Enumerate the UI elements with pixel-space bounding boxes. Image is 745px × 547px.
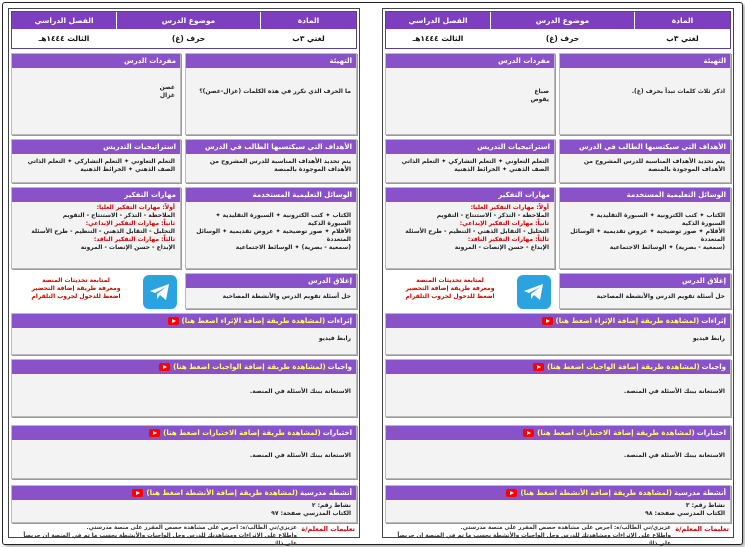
school-activity-box [11, 485, 357, 523]
tests-hint-link[interactable]: (لمشاهدة طريقة إضافة الاختبارات اضغط هنا) [537, 429, 695, 437]
activity-line: الكتاب المدرسي صفحة: ٩٨ [645, 510, 725, 518]
objectives-text: يتم تحديد الأهداف المناسبة للدرس المشروح من الأهداف الموجودة بالمنصة [583, 158, 725, 174]
intro-title: التهيئة [186, 54, 356, 68]
youtube-icon[interactable] [542, 317, 553, 325]
resources-line: الكتاب ✦ كتب الكترونية ✦ السبورة التقليدية ✦ السبورة الذكية [215, 212, 351, 228]
topic-column [490, 12, 634, 48]
skills-heading: ثالثاً: مهارات التفكير الناقد: [467, 236, 549, 244]
strategies-title: استراتيجيات التدريس [12, 140, 180, 154]
subject-value: لغتي ٣ب [635, 29, 730, 48]
skills-line: الإبداع - حسن الإنصات - المرونة [454, 244, 549, 252]
tests-text: الاستعانة ببنك الأسئلة في المنصة. [249, 452, 351, 459]
strategies-box [385, 139, 555, 183]
lesson-header [11, 11, 357, 49]
tests-box [385, 425, 731, 479]
activity-hint-link[interactable]: (لمشاهدة طريقة إضافة الأنشطة اضغط هنا) [520, 489, 672, 497]
closing-box [559, 273, 731, 309]
topic-value: حرف (غ) [491, 29, 634, 48]
intro-box [559, 53, 731, 135]
subject-label: المادة [261, 12, 356, 29]
youtube-icon[interactable] [159, 363, 170, 371]
intro-text: ما الحرف الذي تكرر في هذه الكلمات (غزال-غصن)؟ [199, 88, 351, 95]
homework-title: واجبات [701, 363, 726, 371]
topic-value: حرف (غ) [117, 29, 260, 48]
skills-line: الملاحظة - التذكر - الاستنتاج - التقويم [62, 212, 175, 220]
vocab-word: غصن [159, 84, 175, 91]
homework-box [11, 359, 357, 417]
objectives-title: الأهداف التي سيكتسبها الطالب في الدرس [186, 140, 356, 154]
telegram-group-link[interactable] [387, 275, 555, 309]
enrichment-box [385, 313, 731, 355]
intro-title: التهيئة [560, 54, 730, 68]
telegram-icon[interactable] [517, 275, 551, 309]
strategies-line: الصف الذهني ✦ الخرائط الذهنية [454, 166, 549, 174]
term-column [386, 12, 490, 48]
resources-line: الأقلام ✦ صور توضيحية ✦ عروض تقديمية ✦ الوسائل المتعددة [570, 228, 725, 244]
subject-column [634, 12, 730, 48]
strategies-title: استراتيجيات التدريس [386, 140, 554, 154]
teacher-notes-title: تعليمات المعلم/ة [675, 525, 729, 533]
teacher-notes-line: عزيزي/تي الطالب/ة: احرص على مشاهدة حصص المقرر على منصة مدرستي. [460, 525, 671, 531]
skills-heading: ثانياً: مهارات التفكير الإبداعي: [459, 220, 549, 228]
term-label: الفصل الدراسي [12, 12, 116, 29]
resources-title: الوسائل التعليمية المستخدمة [186, 188, 356, 202]
youtube-icon[interactable] [506, 489, 517, 497]
intro-text: اذكر ثلاث كلمات تبدأ بحرف (غ). [631, 88, 725, 95]
telegram-text: ومعرفة طريقة إضافة التحضير [405, 284, 495, 292]
youtube-icon[interactable] [149, 429, 160, 437]
homework-text: الاستعانة ببنك الأسئلة في المنصة. [249, 388, 351, 395]
resources-box [559, 187, 731, 269]
thinking-skills-box [385, 187, 555, 269]
tests-title: اختبارات [696, 429, 726, 437]
subject-column [260, 12, 356, 48]
telegram-text: لمتابعة تحديثات المنصة [42, 277, 110, 284]
enrichment-hint-link[interactable]: (لمشاهدة طريقة إضافة الإثراء اضغط هنا) [555, 317, 700, 325]
topic-label: موضوع الدرس [491, 12, 634, 29]
enrichment-text: رابط فيديو [692, 335, 725, 342]
youtube-icon[interactable] [168, 317, 179, 325]
lesson-plan-page-left [8, 8, 360, 547]
vocab-title: مفردات الدرس [386, 54, 554, 68]
skills-line: التحليل - التقابل الذهني - التنظيم - طرح الأسئلة [405, 228, 549, 236]
term-value: الثالث ١٤٤٤هـ [386, 29, 490, 48]
enrichment-title: إثراءات [701, 317, 726, 325]
teacher-notes-title: تعليمات المعلم/ة [301, 525, 355, 533]
closing-text: حل أسئلة تقويم الدرس والأنشطة المصاحبة [222, 293, 351, 300]
skills-heading: ثانياً: مهارات التفكير الإبداعي: [85, 220, 175, 228]
activity-title: أنشطة مدرسية [673, 489, 726, 497]
teacher-notes-line: واطلاع على الإثراءات ومشاهدتك للدرس وحل الواجبات والأنشطة بحسب ما تم في المنصة إن حريصاً على ذلك [23, 533, 297, 547]
lesson-plan-page-right [382, 8, 734, 547]
thinking-skills-title: مهارات التفكير [12, 188, 180, 202]
subject-value: لغتي ٣ب [261, 29, 356, 48]
resources-line: (سمعية - بصرية) ✦ الوسائط الاجتماعية [609, 244, 725, 252]
telegram-text: اضغط للدخول لجروب التلقرام [31, 292, 121, 300]
homework-text: الاستعانة ببنك الأسئلة في المنصة. [623, 388, 725, 395]
tests-box [11, 425, 357, 479]
skills-line: التحليل - التقابل الذهني - التنظيم - طرح الأسئلة [31, 228, 175, 236]
strategies-box [11, 139, 181, 183]
tests-text: الاستعانة ببنك الأسئلة في المنصة. [623, 452, 725, 459]
vocab-word: صباغ [534, 88, 549, 95]
thinking-skills-box [11, 187, 181, 269]
enrichment-hint-link[interactable]: (لمشاهدة طريقة إضافة الإثراء اضغط هنا) [181, 317, 326, 325]
homework-title: واجبات [327, 363, 352, 371]
strategies-line: التعلم التعاوني ✦ التعلم التشاركي ✦ التعلم الذاتي [27, 158, 175, 165]
homework-hint-link[interactable]: (لمشاهدة طريقة إضافة الواجبات اضغط هنا) [173, 363, 326, 371]
youtube-icon[interactable] [132, 489, 143, 497]
enrichment-title: إثراءات [327, 317, 352, 325]
school-activity-box [385, 485, 731, 523]
tests-title: اختبارات [322, 429, 352, 437]
resources-box [185, 187, 357, 269]
term-value: الثالث ١٤٤٤هـ [12, 29, 116, 48]
tests-hint-link[interactable]: (لمشاهدة طريقة إضافة الاختبارات اضغط هنا) [163, 429, 321, 437]
objectives-title: الأهداف التي سيكتسبها الطالب في الدرس [560, 140, 730, 154]
closing-text: حل أسئلة تقويم الدرس والأنشطة المصاحبة [596, 293, 725, 300]
strategies-line: التعلم التعاوني ✦ التعلم التشاركي ✦ التعلم الذاتي [401, 158, 549, 165]
skills-line: الإبداع - حسن الإنصات - المرونة [80, 244, 175, 252]
homework-box [385, 359, 731, 417]
activity-line: الكتاب المدرسي صفحة: ٩٧ [271, 510, 351, 518]
teacher-notes-line: عزيزي/تي الطالب/ة: احرص على مشاهدة حصص المقرر على منصة مدرستي. [86, 525, 297, 531]
resources-line: الكتاب ✦ كتب الكترونية ✦ السبورة التقليدية ✦ السبورة الذكية [589, 212, 725, 228]
enrichment-box [11, 313, 357, 355]
teacher-notes-line: واطلاع على الإثراءات ومشاهدتك للدرس وحل الواجبات والأنشطة بحسب ما تم في المنصة إن حريصاً على ذلك [397, 533, 671, 547]
thinking-skills-title: مهارات التفكير [386, 188, 554, 202]
vocab-box [385, 53, 555, 135]
activity-title: أنشطة مدرسية [299, 489, 352, 497]
youtube-icon[interactable] [533, 363, 544, 371]
vocab-word: غزال [159, 92, 175, 100]
telegram-text: لمتابعة تحديثات المنصة [416, 277, 484, 284]
closing-title: إغلاق الدرس [560, 274, 730, 288]
objectives-text: يتم تحديد الأهداف المناسبة للدرس المشروح من الأهداف الموجودة بالمنصة [209, 158, 351, 174]
skills-line: الملاحظة - التذكر - الاستنتاج - التقويم [436, 212, 549, 220]
skills-heading: أولاً: مهارات التفكير العليا: [96, 204, 175, 211]
telegram-text: ومعرفة طريقة إضافة التحضير [31, 284, 121, 292]
closing-box [185, 273, 357, 309]
resources-line: (سمعية - بصرية) ✦ الوسائط الاجتماعية [235, 244, 351, 252]
skills-heading: ثالثاً: مهارات التفكير الناقد: [93, 236, 175, 244]
subject-label: المادة [635, 12, 730, 29]
telegram-group-link[interactable] [13, 275, 181, 309]
telegram-icon[interactable] [143, 275, 177, 309]
term-column [12, 12, 116, 48]
closing-title: إغلاق الدرس [186, 274, 356, 288]
resources-title: الوسائل التعليمية المستخدمة [560, 188, 730, 202]
objectives-box [185, 139, 357, 183]
activity-line: نشاط رقم: ٢ [311, 502, 351, 509]
vocab-box [11, 53, 181, 135]
topic-column [116, 12, 260, 48]
activity-line: نشاط رقم: ٣ [685, 502, 725, 509]
vocab-title: مفردات الدرس [12, 54, 180, 68]
telegram-text: اضغط للدخول لجروب التلقرام [405, 292, 495, 300]
term-label: الفصل الدراسي [386, 12, 490, 29]
skills-heading: أولاً: مهارات التفكير العليا: [470, 204, 549, 211]
topic-label: موضوع الدرس [117, 12, 260, 29]
youtube-icon[interactable] [523, 429, 534, 437]
vocab-word: يقوص [530, 96, 549, 104]
objectives-box [559, 139, 731, 183]
intro-box [185, 53, 357, 135]
lesson-header [385, 11, 731, 49]
activity-hint-link[interactable]: (لمشاهدة طريقة إضافة الأنشطة اضغط هنا) [146, 489, 298, 497]
enrichment-text: رابط فيديو [318, 335, 351, 342]
resources-line: الأقلام ✦ صور توضيحية ✦ عروض تقديمية ✦ الوسائل المتعددة [196, 228, 351, 244]
strategies-line: الصف الذهني ✦ الخرائط الذهنية [80, 166, 175, 174]
homework-hint-link[interactable]: (لمشاهدة طريقة إضافة الواجبات اضغط هنا) [547, 363, 700, 371]
